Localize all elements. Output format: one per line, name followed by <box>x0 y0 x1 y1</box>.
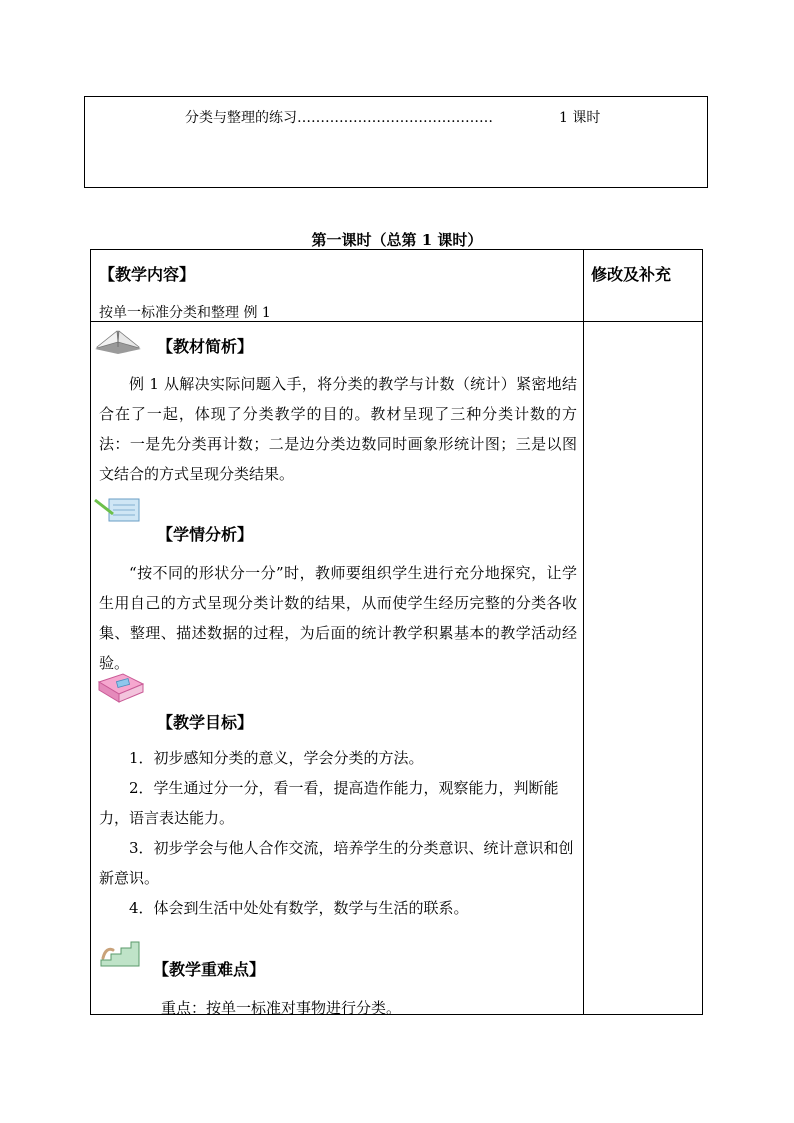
teaching-goals-title: 【教学目标】 <box>157 713 254 732</box>
student-analysis-text: “按不同的形状分一分”时，教师要组织学生进行充分地探究，让学生用自己的方式呈现分类计数的结果，从而使学生经历完整的分类各收集、整理、描述数据的过程，为后面的统计教学积累基本的教学活动经验。 <box>99 564 577 672</box>
toc-box <box>84 96 708 188</box>
teaching-content-label: 【教学内容】 <box>99 265 196 284</box>
key-point-text: 重点：按单一标准对事物进行分类。 <box>161 999 402 1017</box>
material-analysis-title: 【教材简析】 <box>157 337 254 356</box>
goal-item-2: 2．学生通过分一分，看一看，提高造作能力，观察能力，判断能力，语言表达能力。 <box>99 779 559 827</box>
material-analysis-text: 例 1 从解决实际问题入手，将分类的教学与计数（统计）紧密地结合在了一起，体现了分类教学的目的。教材呈现了三种分类计数的方法：一是先分类再计数；二是边分类边数同时画象形统计图；三是以图文结合的方式呈现分类结果。 <box>99 375 577 483</box>
column-divider <box>583 250 584 1014</box>
lesson-title: 第一课时（总第 1 课时） <box>311 231 483 249</box>
goal-item-1: 1．初步感知分类的意义，学会分类的方法。 <box>129 749 424 767</box>
key-points-title: 【教学重难点】 <box>153 960 266 979</box>
lesson-plan-table <box>90 249 703 1015</box>
student-analysis-title: 【学情分析】 <box>157 525 254 544</box>
goal-item-4: 4．体会到生活中处处有数学，数学与生活的联系。 <box>129 899 469 917</box>
notebook-pen-icon <box>93 496 143 526</box>
stairs-hand-icon <box>97 938 141 970</box>
goal-item-3: 3．初步学会与他人合作交流，培养学生的分类意识、统计意识和创新意识。 <box>99 839 574 887</box>
open-book-icon <box>93 327 143 355</box>
pink-book-icon <box>95 670 147 706</box>
toc-entry: 分类与整理的练习…………………………………… <box>185 110 493 126</box>
teaching-content-text: 按单一标准分类和整理 例 1 <box>99 305 271 321</box>
revision-column-header: 修改及补充 <box>591 265 672 284</box>
toc-hours: 1 课时 <box>559 110 601 126</box>
